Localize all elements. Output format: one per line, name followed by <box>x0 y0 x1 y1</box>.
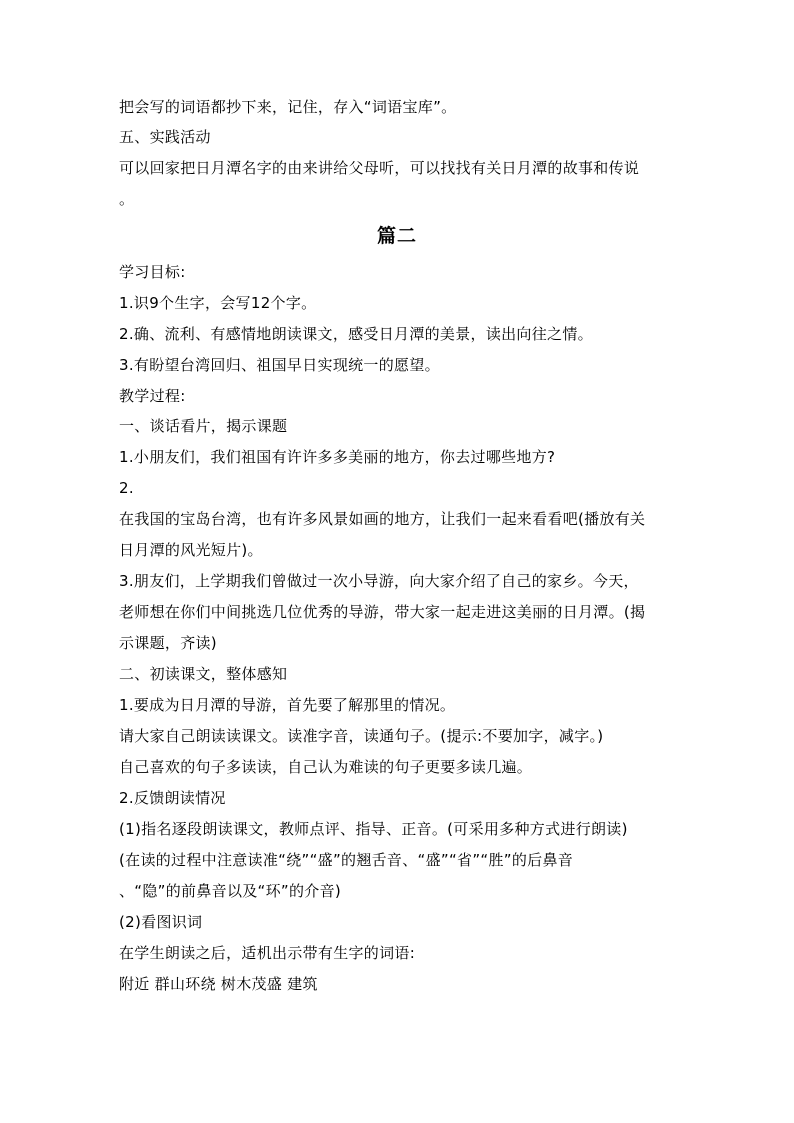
text-line-17: 示课题，齐读) <box>119 634 217 652</box>
section-title-practice: 五、实践活动 <box>119 128 211 146</box>
text-line-4: 。 <box>119 190 135 208</box>
goal-1: 1.识9个生字，会写12个字。 <box>119 294 317 312</box>
text-line-12: 2. <box>119 479 134 497</box>
text-line-24: (在读的过程中注意读准“绕”“盛”的翘舌音、“盛”“省”“胜”的后鼻音 <box>119 851 574 869</box>
text-line-1: 把会写的词语都抄下来，记住，存入“词语宝库”。 <box>119 98 457 116</box>
text-line-20: 请大家自己朗读读课文。读准字音，读通句子。(提示:不要加字，减字。) <box>119 727 604 745</box>
step-2-title: 二、初读课文，整体感知 <box>119 665 288 683</box>
teaching-process-title: 教学过程: <box>119 387 186 405</box>
goal-2: 2.确、流利、有感情地朗读课文，感受日月潭的美景，读出向往之情。 <box>119 325 593 343</box>
section-heading: 篇二 <box>376 225 417 247</box>
text-line-26: (2)看图识词 <box>119 913 203 931</box>
text-line-11: 1.小朋友们，我们祖国有许许多多美丽的地方，你去过哪些地方? <box>119 448 556 466</box>
text-line-27: 在学生朗读之后，适机出示带有生字的词语: <box>119 944 416 962</box>
text-line-16: 老师想在你们中间挑选几位优秀的导游，带大家一起走进这美丽的日月潭。(揭 <box>119 603 646 621</box>
text-line-25: 、“隐”的前鼻音以及“环”的介音) <box>119 882 342 900</box>
text-line-3: 可以回家把日月潭名字的由来讲给父母听，可以找找有关日月潭的故事和传说 <box>119 159 640 177</box>
text-line-14: 日月潭的风光短片)。 <box>119 541 263 559</box>
text-line-19: 1.要成为日月潭的导游，首先要了解那里的情况。 <box>119 696 456 714</box>
text-line-15: 3.朋友们，上学期我们曾做过一次小导游，向大家介绍了自己的家乡。今天， <box>119 572 639 590</box>
text-line-22: 2.反馈朗读情况 <box>119 789 226 807</box>
vocabulary-line: 附近 群山环绕 树木茂盛 建筑 <box>119 975 318 993</box>
goal-3: 3.有盼望台湾回归、祖国早日实现统一的愿望。 <box>119 356 440 374</box>
learning-goals-title: 学习目标: <box>119 263 186 281</box>
text-line-23: (1)指名逐段朗读课文，教师点评、指导、正音。(可采用多种方式进行朗读) <box>119 820 628 838</box>
text-line-21: 自己喜欢的句子多读读，自己认为难读的句子更要多读几遍。 <box>119 758 533 776</box>
step-1-title: 一、谈话看片，揭示课题 <box>119 417 288 435</box>
text-line-13: 在我国的宝岛台湾，也有许多风景如画的地方，让我们一起来看看吧(播放有关 <box>119 510 646 528</box>
